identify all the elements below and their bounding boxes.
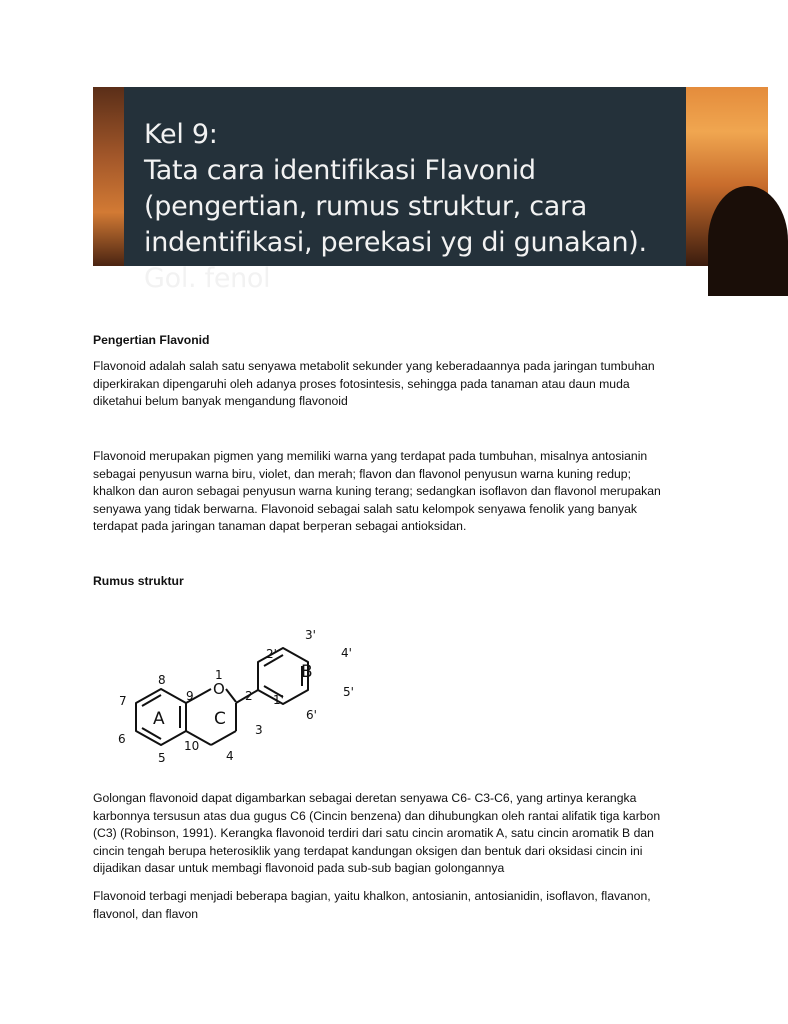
sunset-background-right bbox=[686, 87, 768, 266]
banner-line: Gol. fenol bbox=[144, 263, 271, 294]
atom-number-label: 9 bbox=[186, 689, 194, 703]
atom-number-label: 2' bbox=[266, 647, 277, 661]
banner-line: indentifikasi, perekasi yg di gunakan). bbox=[144, 227, 647, 258]
atom-number-label: 7 bbox=[119, 694, 127, 708]
paragraph: Flavonoid adalah salah satu senyawa metabolit sekunder yang keberadaannya pada jaringan tumbuhan diperkirakan dipengaruhi oleh adanya proses fotosintesis, sehingga pada tanaman atau daun muda diketahui belum banyak mengandung flavonoid bbox=[93, 359, 655, 409]
sunset-background-left bbox=[93, 87, 124, 266]
paragraph: Flavonoid terbagi menjadi beberapa bagian, yaitu khalkon, antosianin, antosianidin, isoflavon, flavanon, flavonol, dan flavon bbox=[93, 889, 651, 921]
section-heading-pengertian: Pengertian Flavonid bbox=[93, 333, 210, 347]
banner-title-text bbox=[144, 117, 684, 297]
ring-labels bbox=[153, 662, 313, 729]
section-heading-rumus-struktur: Rumus struktur bbox=[93, 574, 184, 588]
atom-number-label: 10 bbox=[184, 739, 200, 753]
ring-c-label: C bbox=[214, 709, 226, 729]
atom-number-label: 3' bbox=[305, 628, 316, 642]
ring-a-label: A bbox=[153, 709, 165, 729]
paragraph: Golongan flavonoid dapat digambarkan sebagai deretan senyawa C6- C3-C6, yang artinya kerangka karbonnya tersusun atas dua gugus C6 (Cincin benzena) dan dihubungkan oleh rantai alifatik tiga karbon (C3) (Robinson, 1991). Kerangka flavonoid terdiri dari satu cincin aromatik A, satu cincin aromatik B dan cincin tengah berupa heterosiklik yang terdapat kandungan oksigen dan bentuk dari oksidasi cincin ini dijadikan dasar untuk membagi flavonoid pada sub-sub bagian golongannya bbox=[93, 791, 661, 876]
oxygen-label: O bbox=[213, 680, 225, 698]
banner-line: Kel 9: bbox=[144, 119, 218, 150]
header-banner-image bbox=[93, 87, 768, 294]
ring-b-label: B bbox=[301, 662, 313, 682]
title-panel bbox=[124, 87, 686, 294]
atom-number-label: 1 bbox=[215, 668, 223, 682]
hill-silhouette bbox=[708, 186, 788, 296]
atom-number-label: 3 bbox=[255, 723, 263, 737]
banner-line: Tata cara identifikasi Flavonid bbox=[144, 155, 536, 186]
atom-number-label: 4 bbox=[226, 749, 234, 763]
atom-number-label: 6 bbox=[118, 732, 126, 746]
atom-number-label: 1' bbox=[273, 693, 284, 707]
banner-line: (pengertian, rumus struktur, cara bbox=[144, 191, 588, 222]
atom-number-label: 8 bbox=[158, 673, 166, 687]
atom-number-label: 4' bbox=[341, 646, 352, 660]
atom-number-label: 6' bbox=[306, 708, 317, 722]
atom-number-label: 2 bbox=[245, 689, 253, 703]
atom-number-label: 5 bbox=[158, 751, 166, 765]
atom-labels bbox=[118, 628, 354, 765]
flavonoid-structure-diagram bbox=[108, 622, 368, 772]
atom-number-label: 5' bbox=[343, 685, 354, 699]
paragraph: Flavonoid merupakan pigmen yang memiliki warna yang terdapat pada tumbuhan, misalnya antosianin sebagai penyusun warna biru, violet, dan merah; flavon dan flavonol penyusun warna kuning redup; khalkon dan auron sebagai penyusun warna kuning terang; sedangkan isoflavon dan flavonol merupakan senyawa yang tidak berwarna. Flavonoid sebagai salah satu kelompok senyawa fenolik yang banyak terdapat pada jaringan tanaman dapat berperan sebagai antioksidan. bbox=[93, 449, 661, 534]
